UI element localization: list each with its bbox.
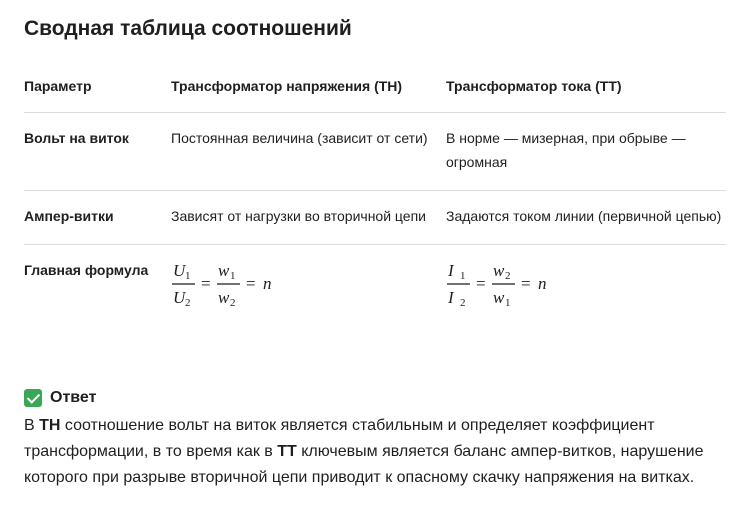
fraction-numerator: w xyxy=(218,261,230,280)
table-row xyxy=(24,113,726,191)
fraction-numerator: U xyxy=(173,261,186,280)
row-param-cell: Вольт на виток xyxy=(24,130,129,146)
subscript: 2 xyxy=(505,270,511,282)
equals-sign: = xyxy=(201,274,211,293)
subscript: 2 xyxy=(460,297,466,309)
tt-cell: Задаются током линии (первичной цепью) xyxy=(446,208,722,224)
table-header-row xyxy=(24,62,726,113)
table-row xyxy=(24,245,726,331)
tt-cell: В норме — мизерная, при обрыве — огромная xyxy=(446,130,686,170)
tt-formula xyxy=(446,258,586,314)
column-header: Трансформатор напряжения (ТН) xyxy=(171,78,403,94)
answer-text-run: соотношение вольт на виток является стабильным и определяет коэффициент трансформации, в то время как в xyxy=(24,417,655,460)
answer-text-run: ключевым является баланс ампер-витков, нарушение которого при разрыве вторичной цепи приводит к опасному скачку напряжения на витках. xyxy=(24,443,704,486)
fraction-denominator: w xyxy=(493,288,505,307)
answer-title xyxy=(24,386,729,410)
tt-formula-cell xyxy=(446,245,726,331)
answer-text xyxy=(24,413,729,491)
answer-title-label: Ответ xyxy=(50,389,97,406)
tn-formula-cell xyxy=(171,245,446,331)
answer-text-run: В xyxy=(24,417,40,434)
check-mark-icon xyxy=(24,389,42,407)
subscript: 1 xyxy=(185,270,191,282)
equals-sign: = xyxy=(246,274,256,293)
row-param-cell: Главная формула xyxy=(24,262,149,278)
subscript: 1 xyxy=(460,270,466,282)
answer-bold-term: ТН xyxy=(39,417,61,434)
equals-sign: = xyxy=(521,274,531,293)
tn-cell: Зависят от нагрузки во вторичной цепи xyxy=(171,208,426,224)
subscript: 2 xyxy=(185,297,191,309)
fraction-denominator: w xyxy=(218,288,230,307)
fraction-numerator: w xyxy=(493,261,505,280)
table-row xyxy=(24,191,726,245)
subscript: 1 xyxy=(230,270,236,282)
ratio-symbol: n xyxy=(538,274,547,293)
row-param-cell: Ампер-витки xyxy=(24,208,114,224)
column-header: Параметр xyxy=(24,78,92,94)
fraction-denominator: I xyxy=(448,288,454,307)
column-header: Трансформатор тока (ТТ) xyxy=(446,78,622,94)
subscript: 2 xyxy=(230,297,236,309)
tn-formula xyxy=(171,258,311,314)
ratio-symbol: n xyxy=(263,274,272,293)
subscript: 1 xyxy=(505,297,511,309)
comparison-table xyxy=(24,62,726,330)
answer-bold-term: ТТ xyxy=(277,443,297,460)
answer-block xyxy=(24,386,729,491)
equals-sign: = xyxy=(476,274,486,293)
tn-cell: Постоянная величина (зависит от сети) xyxy=(171,130,428,146)
fraction-numerator: I xyxy=(448,261,454,280)
section-heading: Сводная таблица соотношений xyxy=(24,17,352,40)
fraction-denominator: U xyxy=(173,288,186,307)
